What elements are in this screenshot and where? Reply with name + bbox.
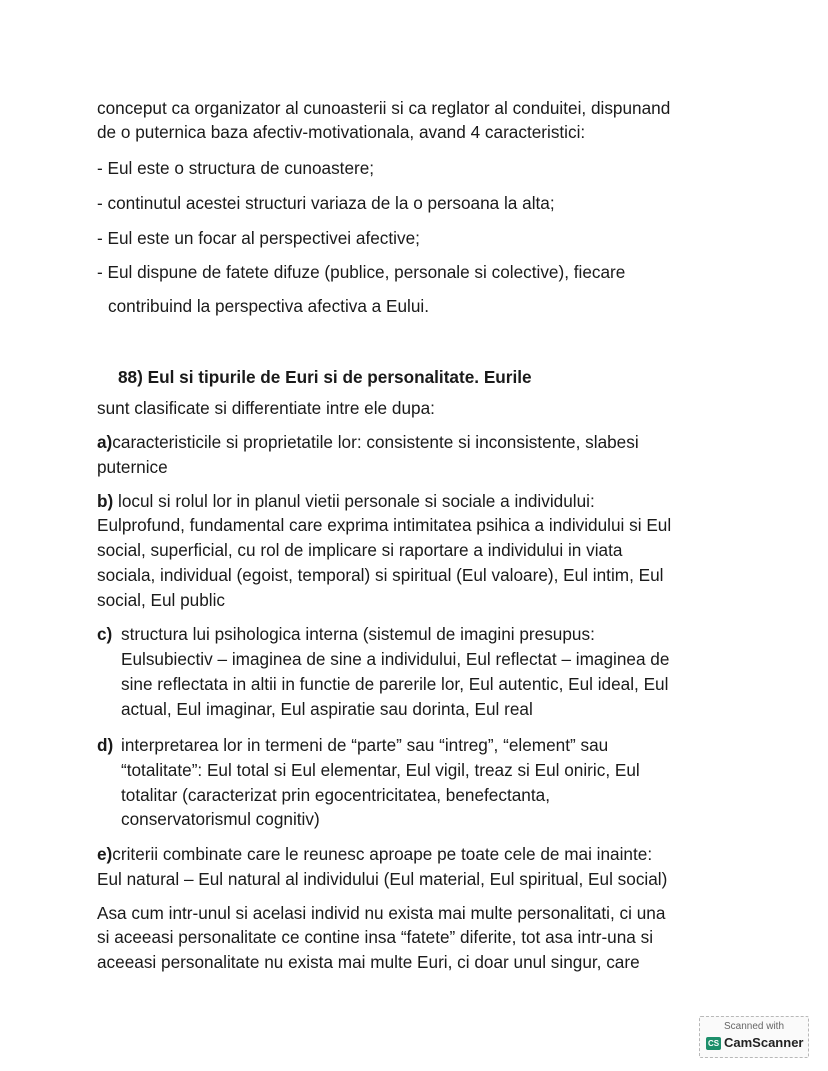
text-line: social, superficial, cu rol de implicare si raportare a individului in viata [97,540,623,560]
text-line: totalitar (caracterizat prin egocentricitatea, benefectanta, [121,785,550,805]
bullet-item: - continutul acestei structuri variaza de la o persoana la alta; [97,193,555,213]
text-line: aceeasi personalitate nu exista mai multe Euri, ci doar unul singur, care [97,952,640,972]
item-label: a) [97,432,113,452]
bullet-item: - Eul este o structura de cunoastere; [97,158,375,178]
item-label: b) [97,491,114,511]
watermark-text: Scanned with [723,1021,785,1032]
text-line: criterii combinate care le reunesc aproape pe toate cele de mai inainte: [112,844,653,864]
item-label: d) [97,735,114,755]
bullet-item: contribuind la perspectiva afectiva a Eului. [108,296,430,316]
item-label: c) [97,624,113,644]
section-heading: 88) Eul si tipurile de Euri si de personalitate. Eurile [118,367,532,387]
text-line: conceput ca organizator al cunoasterii si ca reglator al conduitei, dispunand [97,98,671,118]
bullet-item: - Eul dispune de fatete difuze (publice, personale si colective), fiecare [97,262,626,282]
text-line: social, Eul public [97,590,226,610]
item-b [97,491,595,511]
camscanner-logo-icon: CS [707,1039,720,1048]
text-line: sociala, individual (egoist, temporal) si spiritual (Eul valoare), Eul intim, Eul [97,565,664,585]
text-line: caracteristicile si proprietatile lor: consistente si inconsistente, slabesi [112,432,639,452]
text-line: sunt clasificate si differentiate intre ele dupa: [97,398,435,418]
text-line: conservatorismul cognitiv) [121,809,320,829]
bullet-item: - Eul este un focar al perspectivei afective; [97,228,420,248]
item-e [97,844,652,864]
text-line: “totalitate”: Eul total si Eul elementar, Eul vigil, treaz si Eul oniric, Eul [121,760,640,780]
text-line: interpretarea lor in termeni de “parte” sau “intreg”, “element” sau [121,735,609,755]
text-line: structura lui psihologica interna (sistemul de imagini presupus: [121,624,595,644]
text-line: puternice [97,457,168,477]
item-label: e) [97,844,113,864]
watermark-brand: CamScanner [724,1035,804,1050]
text-line: Eul natural – Eul natural al individului (Eul material, Eul spiritual, Eul social) [97,869,668,889]
text-line: Asa cum intr-unul si acelasi individ nu exista mai multe personalitati, ci una [97,903,666,923]
text-line: sine reflectata in altii in functie de parerile lor, Eul autentic, Eul ideal, Eul [121,674,669,694]
text-line: Eulsubiectiv – imaginea de sine a individului, Eul reflectat – imaginea de [121,649,670,669]
camscanner-watermark [699,1016,809,1058]
text-line: si aceeasi personalitate ce contine insa “fatete” diferite, tot asa intr-una si [97,927,654,947]
text-line: Eulprofund, fundamental care exprima intimitatea psihica a individului si Eul [97,515,672,535]
item-a [97,432,639,452]
text-line: actual, Eul imaginar, Eul aspiratie sau dorinta, Eul real [121,699,533,719]
text-line: de o puternica baza afectiv-motivationala, avand 4 caracteristici: [97,122,586,142]
text-line: locul si rolul lor in planul vietii personale si sociale a individului: [113,491,595,511]
